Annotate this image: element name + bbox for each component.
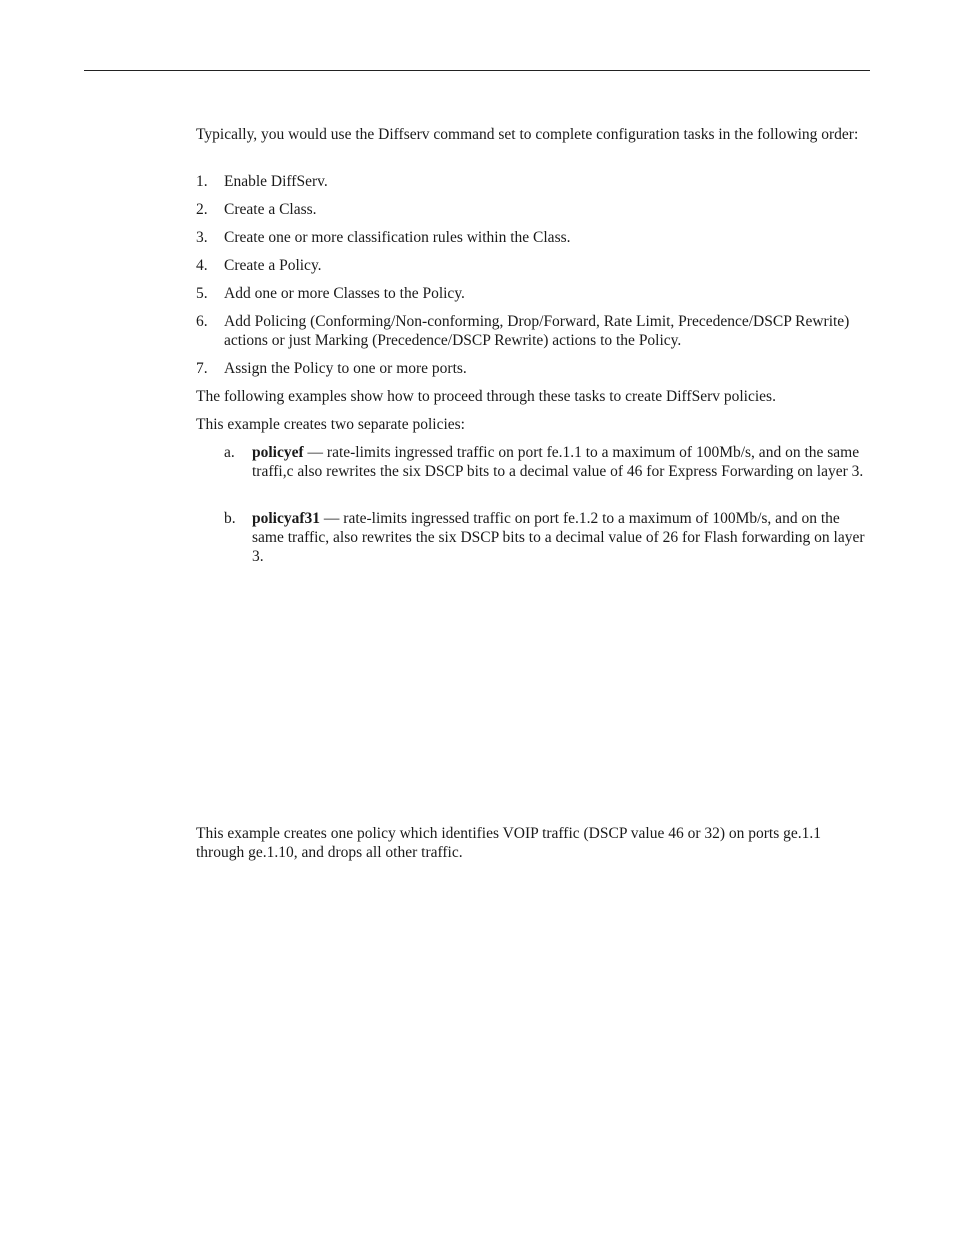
list-item [196, 256, 870, 275]
policy-text: — rate-limits ingressed traffic on port fe.1.1 to a maximum of 100Mb/s, and on the same traffi,c also rewrites the six DSCP bits to a decimal value of 46 for Express Forwarding on layer 3. [252, 444, 864, 480]
policy-letter: b. [224, 510, 236, 527]
step-text: Create a Class. [224, 201, 317, 218]
step-number: 1. [196, 173, 208, 190]
policy-description [252, 443, 870, 481]
step-number: 2. [196, 201, 208, 218]
step-number: 3. [196, 229, 208, 246]
step-number: 5. [196, 285, 208, 302]
policy-name: policyaf31 [252, 510, 321, 527]
step-number: 6. [196, 313, 208, 330]
step-text: Enable DiffServ. [224, 173, 328, 190]
examples-intro-paragraph: The following examples show how to proceed through these tasks to create DiffServ policies. [196, 388, 776, 405]
intro-paragraph: Typically, you would use the Diffserv command set to complete configuration tasks in the following order: [196, 126, 859, 143]
list-item [196, 200, 870, 219]
step-text: Assign the Policy to one or more ports. [224, 360, 467, 377]
list-item [196, 228, 870, 247]
header-rule [84, 70, 870, 71]
policy-letter: a. [224, 444, 235, 461]
list-item [196, 172, 870, 191]
list-item [196, 359, 870, 378]
task-steps-list [196, 172, 870, 387]
step-text: Create one or more classification rules within the Class. [224, 229, 571, 246]
policy-text: — rate-limits ingressed traffic on port fe.1.2 to a maximum of 100Mb/s, and on the same traffic, also rewrites the six DSCP bits to a decimal value of 26 for Flash forwarding on layer 3. [252, 510, 865, 565]
step-number: 4. [196, 257, 208, 274]
step-text: Add Policing (Conforming/Non-conforming, Drop/Forward, Rate Limit, Precedence/DSCP Rewrite) actions or just Marking (Precedence/DSCP Rewrite) actions to the Policy. [224, 313, 850, 349]
policy-description [252, 509, 870, 566]
example2-intro-paragraph: This example creates one policy which identifies VOIP traffic (DSCP value 46 or 32) on ports ge.1.1 through ge.1.10, and drops all other traffic. [196, 825, 822, 861]
example1-intro-paragraph: This example creates two separate policies: [196, 416, 465, 433]
policy-item-policyef [224, 443, 870, 481]
policy-name: policyef [252, 444, 304, 461]
list-item [196, 284, 870, 303]
step-number: 7. [196, 360, 208, 377]
step-text: Create a Policy. [224, 257, 322, 274]
policy-item-policyaf31 [224, 509, 870, 566]
list-item [196, 312, 870, 350]
step-text: Add one or more Classes to the Policy. [224, 285, 465, 302]
